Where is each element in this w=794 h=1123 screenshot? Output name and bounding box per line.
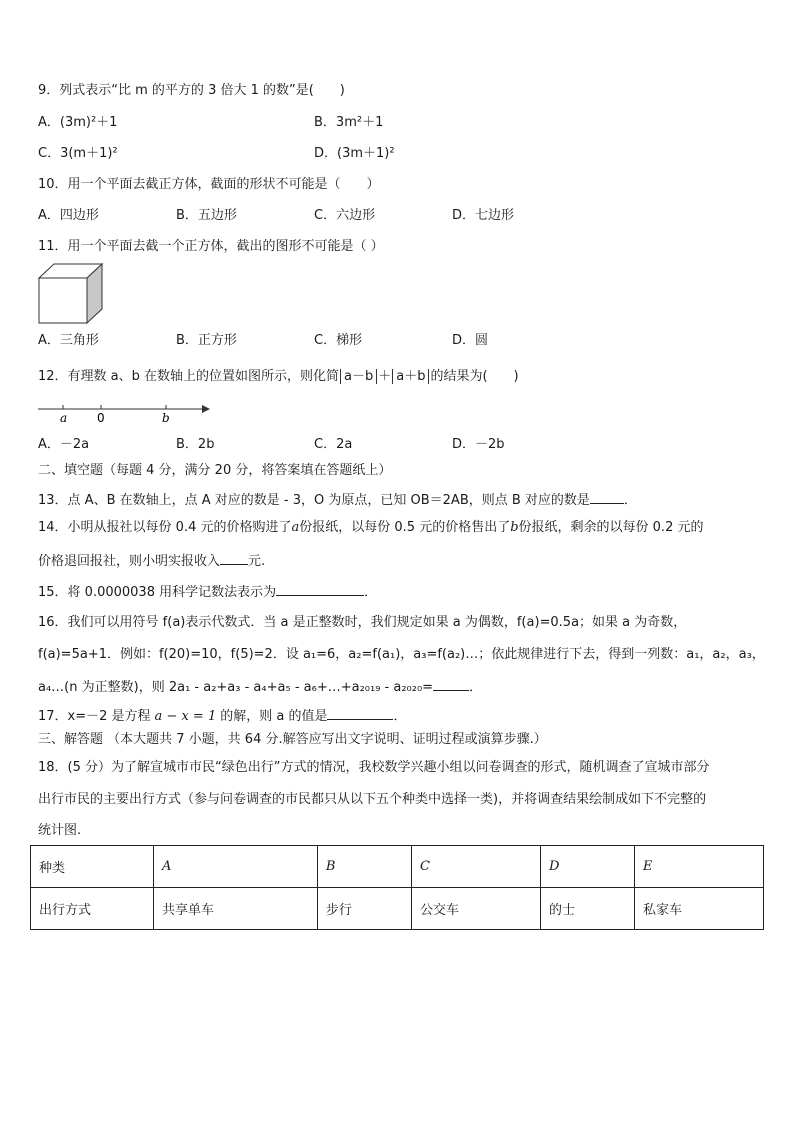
q9-stem: 9．列式表示“比 m 的平方的 3 倍大 1 的数”是( ) [38, 83, 345, 98]
q17-equation: a − x = 1 [154, 709, 217, 724]
q17-text-1: 17．x=－2 是方程 [38, 709, 151, 724]
table-cell: E [634, 846, 763, 888]
q11-option-b: B．正方形 [176, 333, 237, 348]
q16-answer-blank [433, 677, 469, 691]
axis-label-zero: 0 [97, 411, 105, 425]
q16-text: a₄…(n 为正整数)，则 2a₁ - a₂+a₃ - a₄+a₅ - a₆+…+a₂₀₁₉ - a₂₀₂₀= [38, 680, 434, 695]
q9-option-b: B．3m²＋1 [314, 115, 384, 130]
q12-abs-a-minus-b: a－b [340, 369, 377, 384]
table-header-cell: 出行方式 [31, 888, 154, 930]
q17-text-2: 的解，则 a 的值是 [220, 709, 328, 724]
q10-option-d: D．七边形 [452, 208, 515, 223]
q18-line3: 统计图. [38, 823, 82, 838]
table-row [31, 846, 764, 888]
q11-option-c: C．梯形 [314, 333, 363, 348]
table-cell: D [540, 846, 634, 888]
axis-label-a: a [60, 411, 68, 425]
q16-tail: ． [469, 680, 483, 695]
q11-option-a: A．三角形 [38, 333, 99, 348]
table-cell: 私家车 [634, 888, 763, 930]
q15-tail: ． [364, 585, 378, 600]
q16-line3 [38, 677, 482, 697]
table-cell: 共享单车 [154, 888, 318, 930]
table-cell: A [154, 846, 318, 888]
q9-option-a: A．(3m)²＋1 [38, 115, 118, 130]
q14-text-3: 份报纸，剩余的以每份 0.2 元的 [518, 520, 704, 535]
q17-answer-blank [327, 706, 393, 720]
q12-option-a: A．－2a [38, 437, 90, 452]
q16-line1: 16．我们可以用符号 f(a)表示代数式．当 a 是正整数时，我们规定如果 a 为偶数，f(a)=0.5a；如果 a 为奇数， [38, 615, 687, 630]
q11-stem: 11．用一个平面去截一个正方体，截出的图形不可能是（ ） [38, 239, 384, 254]
table-cell: B [317, 846, 411, 888]
table-cell: 的士 [540, 888, 634, 930]
q12-plus: ＋ [378, 369, 392, 384]
q12-abs-a-plus-b: a＋b [392, 369, 429, 384]
q14-answer-blank [220, 551, 248, 565]
q15-text: 15．将 0.0000038 用科学记数法表示为 [38, 585, 277, 600]
q14-line2 [38, 551, 265, 571]
q10-option-b: B．五边形 [176, 208, 237, 223]
q14-text-2: 份报纸，以每份 0.5 元的价格售出了 [299, 520, 511, 535]
q14-var-a: a [291, 520, 300, 535]
section-3-heading: 三、解答题 （本大题共 7 小题，共 64 分.解答应写出文字说明、证明过程或演算步骤.） [38, 732, 547, 747]
arrow-right-icon [202, 405, 210, 413]
q12-option-d: D．－2b [452, 437, 505, 452]
q14-text-5: 元. [248, 554, 266, 569]
q9-option-c: C．3(m＋1)² [38, 146, 118, 161]
q14-text-1: 14．小明从报社以每份 0.4 元的价格购进了 [38, 520, 292, 535]
q12-stem [38, 368, 519, 386]
q14-text-4: 价格退回报社，则小明实报收入 [38, 554, 221, 569]
q10-option-c: C．六边形 [314, 208, 376, 223]
table-row [31, 888, 764, 930]
q10-option-a: A．四边形 [38, 208, 99, 223]
q14-line1 [38, 519, 703, 537]
q17-tail: ． [393, 709, 407, 724]
q13 [38, 490, 637, 510]
q12-stem-pre: 12．有理数 a、b 在数轴上的位置如图所示，则化简 [38, 369, 340, 384]
q18-line1: 18．(5 分）为了解宣城市市民“绿色出行”方式的情况，我校数学兴趣小组以问卷调查的形式，随机调查了宣城市部分 [38, 760, 710, 775]
q18-line2: 出行市民的主要出行方式（参与问卷调查的市民都只从以下五个种类中选择一类)，并将调查结果绘制成如下不完整的 [38, 792, 707, 807]
table-header-cell: 种类 [31, 846, 154, 888]
q15-answer-blank [276, 582, 364, 596]
number-line-figure [38, 400, 214, 426]
q13-tail: ． [623, 493, 637, 508]
cube-figure [38, 263, 104, 325]
table-cell: 公交车 [411, 888, 540, 930]
table-cell: 步行 [317, 888, 411, 930]
q13-answer-blank [590, 490, 624, 504]
q17 [38, 706, 406, 726]
axis-label-b: b [162, 411, 170, 425]
q12-option-c: C．2a [314, 437, 353, 452]
q9-option-d: D．(3m＋1)² [314, 146, 395, 161]
section-2-heading: 二、填空题（每题 4 分，满分 20 分，将答案填在答题纸上） [38, 463, 392, 478]
table-cell: C [411, 846, 540, 888]
q12-stem-post: 的结果为( ) [430, 369, 519, 384]
q11-option-d: D．圆 [452, 333, 489, 348]
q15 [38, 582, 377, 602]
q16-line2: f(a)=5a+1．例如：f(20)=10，f(5)=2．设 a₁=6，a₂=f(a₁)，a₃=f(a₂)…；依此规律进行下去，得到一列数：a₁，a₂，a₃， [38, 647, 765, 662]
q14-var-b: b [510, 520, 519, 535]
q13-text: 13．点 A、B 在数轴上，点 A 对应的数是 - 3，O 为原点，已知 OB＝2AB，则点 B 对应的数是 [38, 493, 590, 508]
travel-mode-table [30, 845, 764, 930]
q10-stem: 10．用一个平面去截正方体，截面的形状不可能是（ ） [38, 177, 380, 192]
q12-option-b: B．2b [176, 437, 215, 452]
